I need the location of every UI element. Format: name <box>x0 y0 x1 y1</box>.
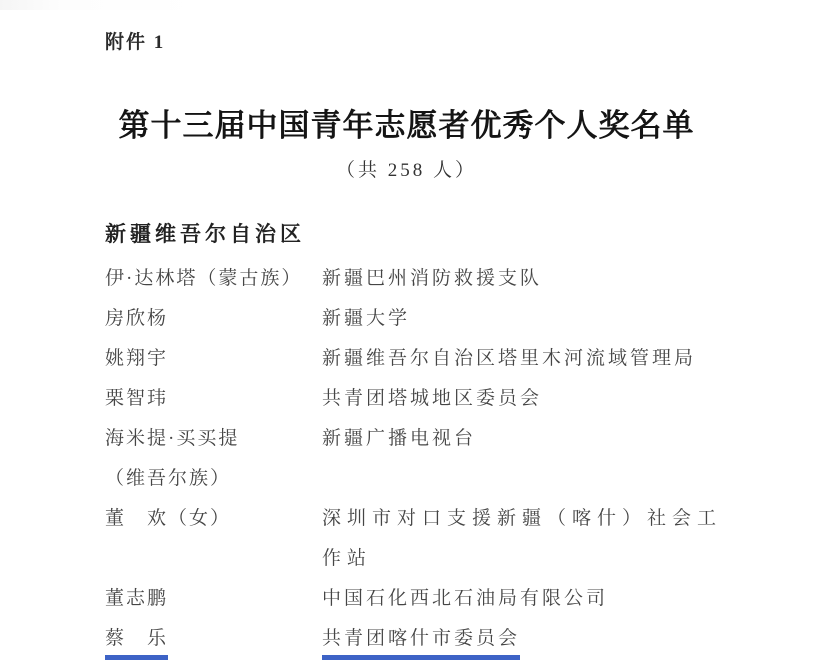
region-section-header: 新疆维吾尔自治区 <box>105 223 305 246</box>
awardee-name: 董志鹏 <box>105 588 169 609</box>
awardee-org: 深圳市对口支援新疆（喀什）社会工 作站 <box>322 499 722 579</box>
awardee-name: 伊·达林塔（蒙古族） <box>105 268 303 289</box>
awardee-row <box>0 499 813 579</box>
awardee-name-line2: （维吾尔族） <box>105 468 232 489</box>
awardee-org: 新疆大学 <box>322 308 411 329</box>
awardee-org: 中国石化西北石油局有限公司 <box>322 588 609 609</box>
awardee-name: 栗智玮 <box>105 388 169 409</box>
awardee-org <box>322 619 722 660</box>
awardee-name: 房欣杨 <box>105 308 169 329</box>
awardee-name <box>105 619 322 660</box>
awardee-row <box>0 419 813 499</box>
awardee-org-line2: 作站 <box>322 548 373 569</box>
awardee-list <box>0 259 813 660</box>
awardee-org: 新疆维吾尔自治区塔里木河流域管理局 <box>322 348 697 369</box>
awardee-name: 姚翔宇 <box>105 348 169 369</box>
awardee-row <box>0 299 813 339</box>
awardee-name: 海米提·买买提 （维吾尔族） <box>105 419 322 499</box>
awardee-row <box>0 259 813 299</box>
awardee-row <box>0 579 813 619</box>
awardee-org: 共青团塔城地区委员会 <box>322 388 543 409</box>
page-subtitle: （共 258 人） <box>335 160 477 181</box>
awardee-row <box>0 339 813 379</box>
awardee-name: 董 欢（女） <box>105 508 232 529</box>
org-blue-underline: 共青团喀什市委员会 <box>322 627 520 660</box>
awardee-org: 新疆巴州消防救援支队 <box>322 268 543 289</box>
awardee-org: 新疆广播电视台 <box>322 428 477 449</box>
attachment-label: 附件 1 <box>105 32 166 53</box>
awardee-row-highlighted <box>0 619 813 660</box>
name-blue-underline: 蔡 乐 <box>105 627 168 660</box>
page-title: 第十三届中国青年志愿者优秀个人奖名单 <box>118 108 695 143</box>
awardee-row <box>0 379 813 419</box>
